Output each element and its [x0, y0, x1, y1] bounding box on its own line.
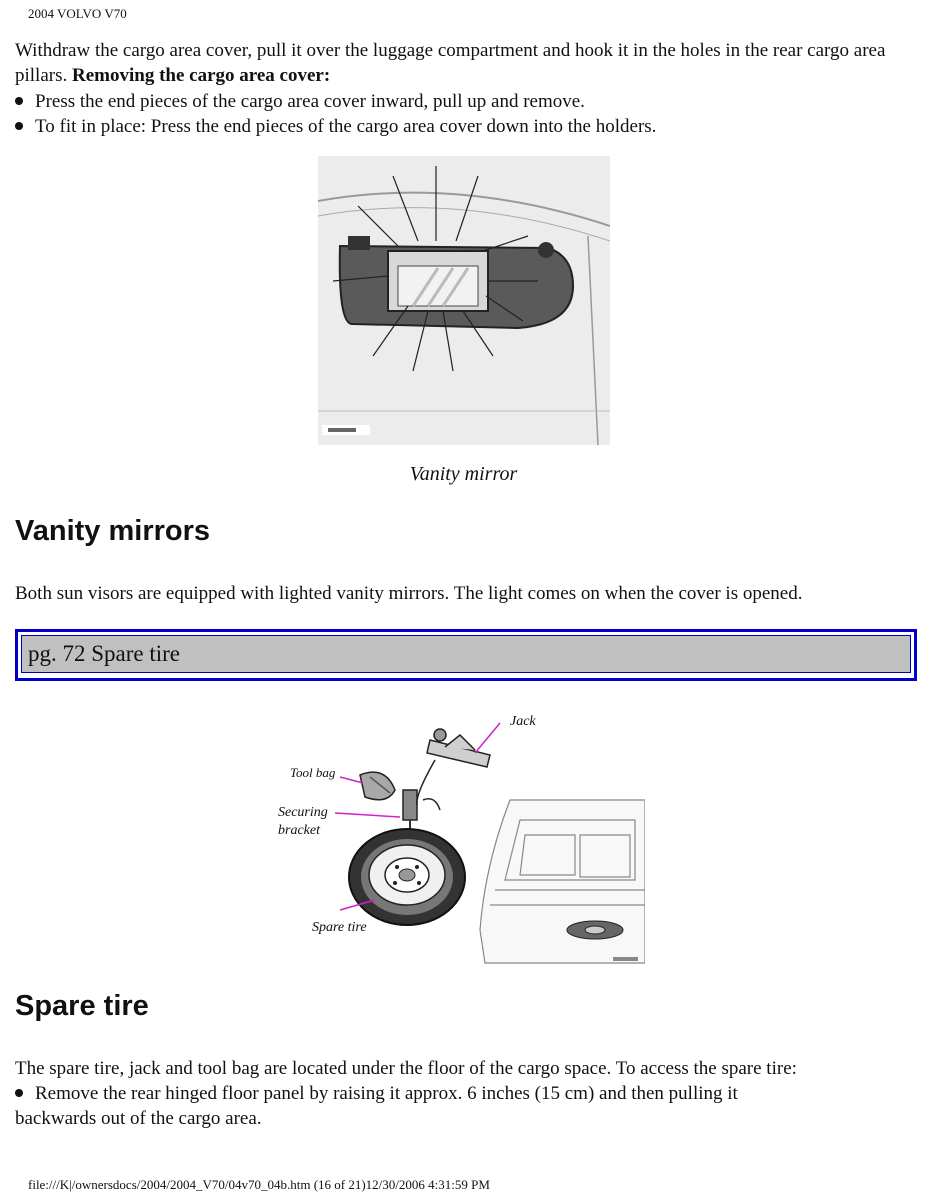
list-item: To fit in place: Press the end pieces of the cargo area cover down into the holders. [15, 114, 656, 139]
vanity-paragraph: Both sun visors are equipped with lighted vanity mirrors. The light comes on when the cover is opened. [15, 583, 803, 604]
section-heading-vanity-mirrors: Vanity mirrors [15, 515, 211, 547]
spare-paragraph: The spare tire, jack and tool bag are located under the floor of the cargo space. To access the spare tire: [15, 1058, 797, 1079]
document-header: 2004 VOLVO V70 [28, 6, 127, 21]
vanity-mirror-illustration [318, 156, 610, 445]
list-item-continuation: backwards out of the cargo area. [15, 1108, 262, 1129]
section-heading-spare-tire: Spare tire [15, 990, 149, 1022]
bullet-icon [15, 1089, 23, 1097]
tool-bag-label: Tool bag [290, 765, 336, 780]
securing-bracket-label-2: bracket [278, 823, 320, 838]
securing-bracket-label-1: Securing [278, 805, 328, 820]
bullet-icon [15, 122, 23, 130]
intro-bold-heading: Removing the cargo area cover: [72, 65, 331, 86]
intro-text: Withdraw the cargo area cover, pull it over the luggage compartment and hook it in the holes in the rear cargo area pillars. [15, 40, 886, 86]
document-footer: file:///K|/ownersdocs/2004/2004_V70/04v70_04b.htm (16 of 21)12/30/2006 4:31:59 PM [28, 1177, 490, 1192]
intro-paragraph [15, 38, 915, 88]
bullet-icon [15, 97, 23, 105]
jack-label: Jack [510, 714, 536, 729]
spare-tire-label: Spare tire [312, 920, 367, 935]
figure-caption: Vanity mirror [409, 463, 518, 485]
page-link-label[interactable]: pg. 72 Spare tire [21, 635, 911, 673]
page-link-bar[interactable] [15, 629, 917, 681]
list-item: Press the end pieces of the cargo area cover inward, pull up and remove. [15, 89, 585, 114]
list-item: Remove the rear hinged floor panel by raising it approx. 6 inches (15 cm) and then pulling it [15, 1081, 738, 1106]
